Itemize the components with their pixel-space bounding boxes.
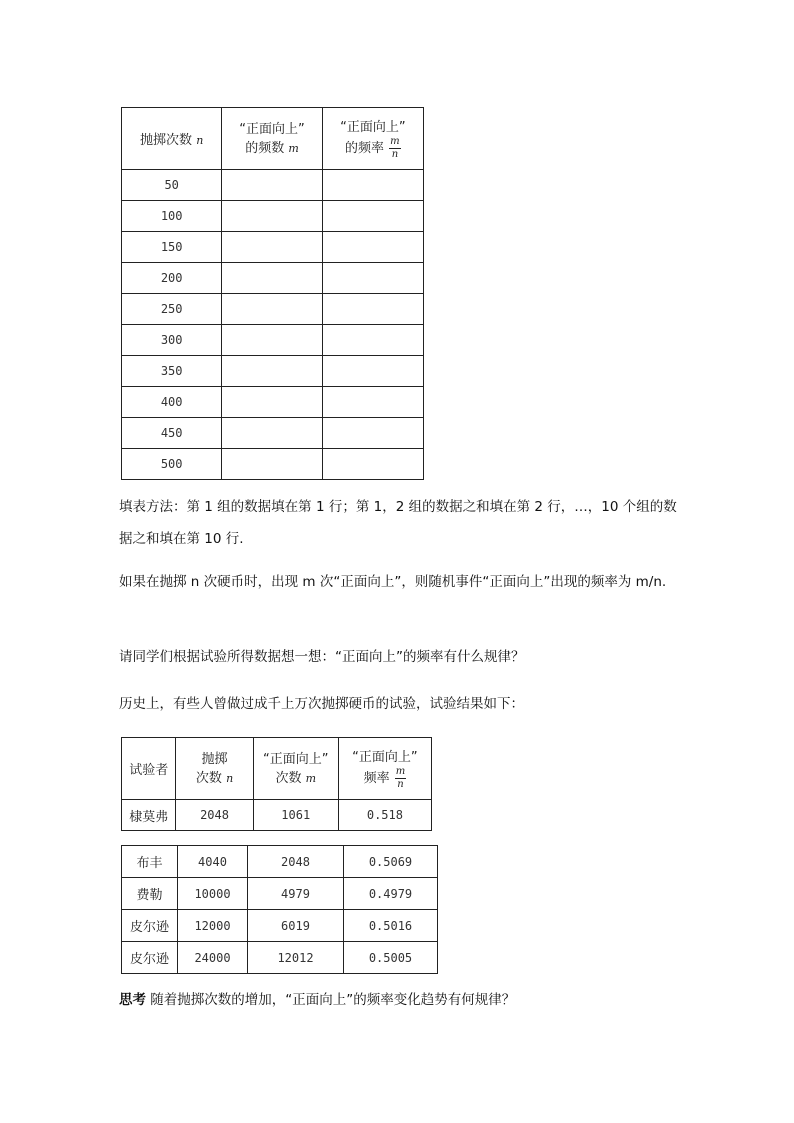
table-row (122, 878, 438, 910)
table-row (122, 263, 424, 294)
table-row (122, 325, 424, 356)
table-row (122, 170, 424, 201)
cell-heads-frequency: 0.518 (338, 800, 431, 831)
cell-toss-count: 350 (122, 356, 222, 387)
table-row (122, 387, 424, 418)
header-frequency-line (323, 137, 423, 160)
cell-experimenter: 皮尔逊 (122, 942, 178, 974)
cell-heads-frequency: 0.5016 (344, 910, 438, 942)
var-n: n (196, 134, 204, 147)
cell-heads-count: 4979 (248, 878, 344, 910)
cell-heads-frequency: 0.5005 (344, 942, 438, 974)
table-row (122, 356, 424, 387)
cell-toss-count: 50 (122, 170, 222, 201)
cell-experimenter: 布丰 (122, 846, 178, 878)
cell-heads-count (222, 325, 322, 356)
cell-heads-count (222, 170, 322, 201)
think-label: 思考 (119, 992, 146, 1008)
header-count-label: 的频数 (245, 140, 285, 156)
cell-experimenter: 棣莫弗 (122, 800, 176, 831)
history-paragraph: 历史上，有些人曾做过成千上万次抛掷硬币的试验，试验结果如下： (119, 696, 524, 712)
table-body (122, 170, 424, 480)
cell-heads-frequency (322, 449, 423, 480)
header-toss-count (122, 108, 222, 170)
cell-toss-count: 300 (122, 325, 222, 356)
cell-toss-count: 10000 (178, 878, 248, 910)
cell-toss-count: 400 (122, 387, 222, 418)
header-count-label: 次数 (275, 770, 302, 786)
var-m: m (305, 771, 317, 785)
table-row (122, 800, 432, 831)
cell-heads-count (222, 449, 322, 480)
header-experimenter: 试验者 (122, 738, 176, 800)
cell-heads-count (222, 356, 322, 387)
fill-method-paragraph: 填表方法：第 1 组的数据填在第 1 行；第 1，2 组的数据之和填在第 2 行，…，10 个组的数据之和填在第 10 行. (119, 499, 677, 547)
table-row (122, 942, 438, 974)
cell-heads-count (222, 294, 322, 325)
cell-heads-count (222, 201, 322, 232)
cell-heads-frequency (322, 387, 423, 418)
header-heads-label: “正面向上” (239, 121, 305, 137)
header-count-label: 次数 (195, 770, 222, 786)
think-paragraph (119, 984, 689, 1016)
cell-heads-frequency: 0.4979 (344, 878, 438, 910)
header-frequency-label: 的频率 (345, 140, 385, 156)
historical-experiment-table-continued (121, 845, 438, 974)
cell-heads-frequency: 0.5069 (344, 846, 438, 878)
cell-toss-count: 250 (122, 294, 222, 325)
cell-heads-frequency (322, 170, 423, 201)
cell-toss-count: 450 (122, 418, 222, 449)
cell-heads-frequency (322, 201, 423, 232)
table-row (122, 232, 424, 263)
cell-toss-count: 2048 (176, 800, 253, 831)
fraction-m-over-n (395, 767, 406, 790)
header-toss-count-line (176, 769, 252, 788)
table-row (122, 449, 424, 480)
cell-toss-count: 150 (122, 232, 222, 263)
table-body (122, 800, 432, 831)
fraction-m-over-n (389, 137, 400, 160)
cell-heads-count: 1061 (253, 800, 338, 831)
cell-heads-frequency (322, 356, 423, 387)
cell-heads-frequency (322, 263, 423, 294)
cell-heads-count (222, 263, 322, 294)
cell-toss-count: 24000 (178, 942, 248, 974)
cell-heads-frequency (322, 294, 423, 325)
header-frequency-line (339, 767, 431, 790)
cell-heads-frequency (322, 232, 423, 263)
header-toss-label: 抛掷 (201, 751, 228, 767)
frequency-definition-paragraph: 如果在抛掷 n 次硬币时，出现 m 次“正面向上”，则随机事件“正面向上”出现的频率为 m/n. (119, 574, 667, 590)
var-n: n (226, 771, 234, 785)
header-toss-count (176, 738, 253, 800)
header-heads-count-line (222, 139, 321, 158)
cell-toss-count: 100 (122, 201, 222, 232)
think-text: 随着抛掷次数的增加，“正面向上”的频率变化趋势有何规律？ (150, 992, 516, 1008)
cell-heads-count (222, 232, 322, 263)
var-m: m (288, 141, 299, 155)
header-heads-label: “正面向上” (352, 749, 418, 765)
cell-experimenter: 费勒 (122, 878, 178, 910)
fraction-numerator: m (390, 135, 400, 147)
cell-heads-count (222, 418, 322, 449)
cell-toss-count: 4040 (178, 846, 248, 878)
header-heads-count (253, 738, 338, 800)
table-header-row (122, 738, 432, 800)
header-heads-label: “正面向上” (340, 119, 406, 135)
cell-heads-count: 6019 (248, 910, 344, 942)
cell-toss-count: 200 (122, 263, 222, 294)
table-row (122, 910, 438, 942)
header-frequency-label: 频率 (363, 770, 390, 786)
fraction-denominator: n (391, 148, 399, 160)
header-heads-label: “正面向上” (263, 751, 329, 767)
header-heads-frequency (322, 108, 423, 170)
table-row (122, 201, 424, 232)
table-row (122, 294, 424, 325)
table-header-row (122, 108, 424, 170)
cell-toss-count: 12000 (178, 910, 248, 942)
table-body (122, 846, 438, 974)
header-heads-count-line (254, 769, 338, 788)
cell-heads-count: 2048 (248, 846, 344, 878)
cell-heads-frequency (322, 325, 423, 356)
fraction-numerator: m (395, 765, 406, 777)
header-heads-count (222, 108, 322, 170)
question-paragraph: 请同学们根据试验所得数据想一想：“正面向上”的频率有什么规律？ (119, 649, 525, 665)
historical-experiment-table (121, 737, 432, 831)
header-toss-count-label: 抛掷次数 (140, 133, 193, 148)
coin-toss-record-table (121, 107, 424, 480)
cell-heads-frequency (322, 418, 423, 449)
cell-heads-count: 12012 (248, 942, 344, 974)
cell-experimenter: 皮尔逊 (122, 910, 178, 942)
fraction-denominator: n (397, 778, 404, 790)
cell-toss-count: 500 (122, 449, 222, 480)
table-row (122, 846, 438, 878)
cell-heads-count (222, 387, 322, 418)
table-row (122, 418, 424, 449)
header-heads-frequency (338, 738, 431, 800)
